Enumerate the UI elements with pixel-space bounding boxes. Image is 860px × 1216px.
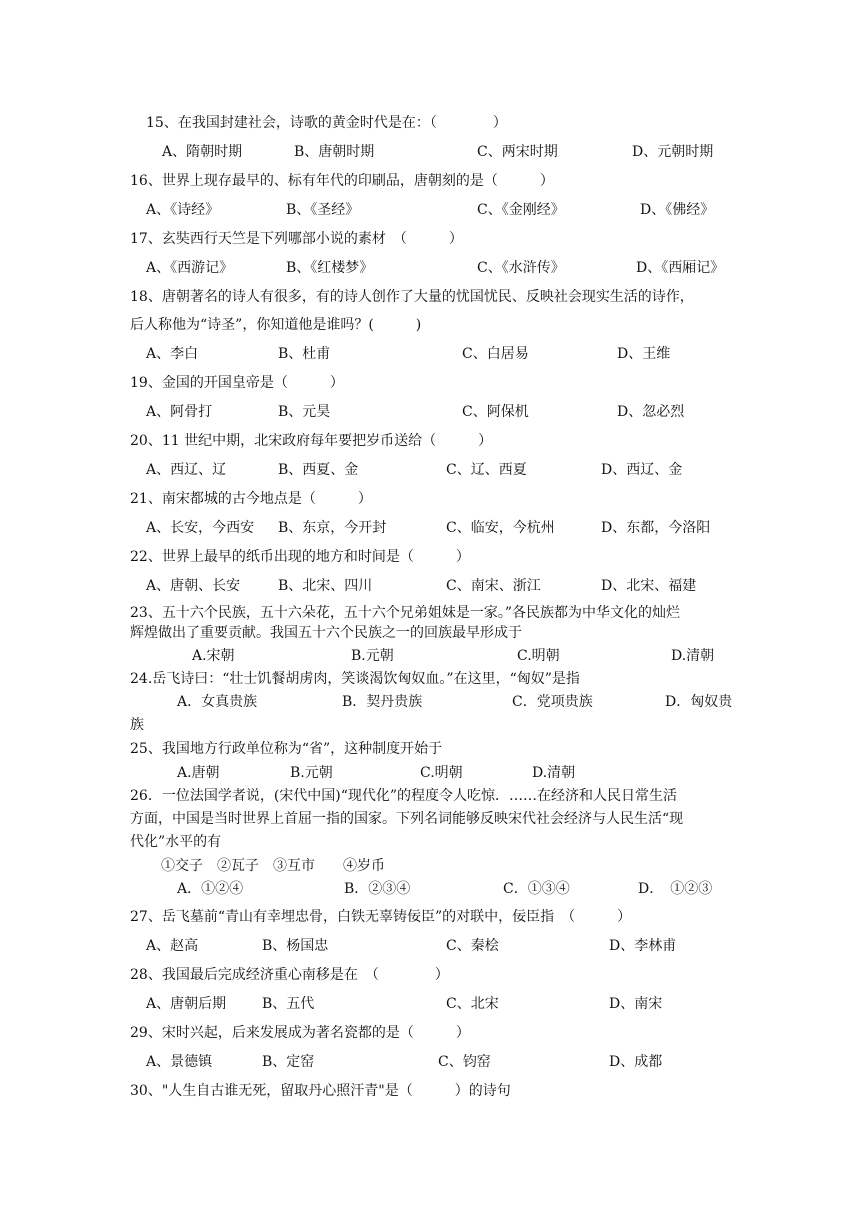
question-22-option-d: D、北宋、福建: [601, 578, 697, 594]
question-16-option-c: C、《金刚经》: [477, 202, 565, 218]
question-27-option-b: B、杨国忠: [262, 938, 329, 954]
question-15-option-b: B、唐朝时期: [294, 144, 375, 160]
question-28-option-a: A、唐朝后期: [146, 996, 227, 1012]
question-24-option-a: A．女真贵族: [177, 694, 258, 710]
question-27-stem: 27、岳飞墓前“青山有幸埋忠骨，白铁无辜铸佞臣”的对联中，佞臣指 （ ）: [130, 909, 632, 925]
question-25-option-b: B.元朝: [290, 765, 333, 781]
question-25-option-c: C.明朝: [420, 765, 463, 781]
question-15-option-a: A、隋朝时期: [162, 144, 243, 160]
question-23-option-d: D.清朝: [671, 648, 715, 664]
question-21-option-b: B、东京，今开封: [278, 520, 387, 536]
question-21-option-d: D、东都，今洛阳: [601, 520, 711, 536]
question-24-stem: 24.岳飞诗曰：“壮士饥餐胡虏肉，笑谈渴饮匈奴血。”在这里，“匈奴”是指: [130, 671, 580, 687]
question-29-option-a: A、景德镇: [146, 1054, 213, 1070]
question-23-stem-line-1: 23、五十六个民族，五十六朵花，五十六个兄弟姐妹是一家。”各民族都为中华文化的灿烂: [130, 605, 680, 621]
question-22-option-b: B、北宋、四川: [278, 578, 373, 594]
question-26-option-d: D． ①②③: [638, 881, 713, 897]
question-17-option-c: C、《水浒传》: [477, 260, 565, 276]
question-25-option-a: A.唐朝: [177, 765, 220, 781]
question-16-option-b: B、《圣经》: [286, 202, 360, 218]
question-21-stem: 21、南宋都城的古今地点是（ ）: [130, 491, 372, 507]
question-19-option-a: A、阿骨打: [146, 404, 213, 420]
question-23-option-a: A.宋朝: [192, 648, 235, 664]
question-23-option-b: B.元朝: [351, 648, 394, 664]
question-18-option-a: A、李白: [146, 346, 199, 362]
question-18-stem-line-1: 18、唐朝著名的诗人有很多，有的诗人创作了大量的忧国忧民、反映社会现实生活的诗作，: [130, 289, 694, 305]
question-19-option-c: C、阿保机: [462, 404, 529, 420]
question-27-option-c: C、秦桧: [446, 938, 499, 954]
question-16-option-a: A、《诗经》: [146, 202, 220, 218]
question-29-stem: 29、宋时兴起，后来发展成为著名瓷都的是（ ）: [130, 1025, 470, 1041]
question-19-option-b: B、元昊: [278, 404, 331, 420]
question-17-option-a: A、《西游记》: [146, 260, 234, 276]
question-27-option-a: A、赵高: [146, 938, 199, 954]
question-24-option-d: D．匈奴贵: [665, 694, 733, 710]
question-23-option-c: C.明朝: [517, 648, 560, 664]
question-28-stem: 28、我国最后完成经济重心南移是在 （ ）: [130, 967, 449, 983]
question-29-option-d: D、成都: [609, 1054, 663, 1070]
question-21-option-a: A、长安，今西安: [146, 520, 255, 536]
question-29-option-b: B、定窑: [262, 1054, 315, 1070]
question-22-option-a: A、唐朝、长安: [146, 578, 241, 594]
question-26-stem-line-2: 方面，中国是当时世界上首屈一指的国家。下列名词能够反映宋代社会经济与人民生活“现: [130, 811, 684, 827]
question-20-option-b: B、西夏、金: [278, 462, 359, 478]
question-18-option-d: D、王维: [617, 346, 671, 362]
question-26-option-c: C．①③④: [503, 881, 570, 897]
question-24-option-d-wrap: 族: [130, 717, 144, 733]
question-20-option-a: A、西辽、辽: [146, 462, 227, 478]
question-18-stem-line-2: 后人称他为“诗圣”，你知道他是谁吗？( ): [130, 317, 422, 333]
question-20-option-c: C、辽、西夏: [446, 462, 527, 478]
question-22-stem: 22、世界上最早的纸币出现的地方和时间是（ ）: [130, 549, 470, 565]
question-18-option-c: C、白居易: [462, 346, 529, 362]
question-19-stem: 19、金国的开国皇帝是（ ）: [130, 375, 344, 391]
question-15-option-d: D、元朝时期: [632, 144, 714, 160]
question-24-option-c: C．党项贵族: [512, 694, 593, 710]
question-16-option-d: D、《佛经》: [640, 202, 715, 218]
question-26-stem-line-1: 26．一位法国学者说，(宋代中国)“现代化”的程度令人吃惊．……在经济和人民日常生活: [130, 788, 678, 804]
question-17-option-b: B、《红楼梦》: [286, 260, 374, 276]
question-27-option-d: D、李林甫: [609, 938, 677, 954]
question-21-option-c: C、临安，今杭州: [446, 520, 555, 536]
question-17-option-d: D、《西厢记》: [636, 260, 725, 276]
question-17-stem: 17、玄奘西行天竺是下列哪部小说的素材 （ ）: [130, 231, 463, 247]
question-26-items: ①交子 ②瓦子 ③互市 ④岁币: [161, 858, 385, 874]
question-16-stem: 16、世界上现存最早的、标有年代的印刷品，唐朝刻的是（ ）: [130, 173, 554, 189]
question-20-stem: 20、11 世纪中期，北宋政府每年要把岁币送给（ ）: [130, 433, 493, 449]
question-28-option-b: B、五代: [262, 996, 315, 1012]
question-25-option-d: D.清朝: [532, 765, 576, 781]
question-28-option-d: D、南宋: [609, 996, 663, 1012]
question-26-option-a: A．①②④: [177, 881, 244, 897]
question-26-option-b: B．②③④: [344, 881, 411, 897]
question-25-stem: 25、我国地方行政单位称为“省”，这种制度开始于: [130, 741, 443, 757]
question-15-stem: 15、在我国封建社会，诗歌的黄金时代是在：（ ）: [146, 115, 507, 131]
question-19-option-d: D、忽必烈: [617, 404, 685, 420]
question-20-option-d: D、西辽、金: [601, 462, 683, 478]
question-22-option-c: C、南宋、浙江: [446, 578, 541, 594]
question-26-stem-line-3: 代化”水平的有: [130, 834, 222, 850]
question-24-option-b: B．契丹贵族: [342, 694, 423, 710]
question-30-stem: 30、"人生自古谁无死，留取丹心照汗青"是（ ）的诗句: [130, 1083, 511, 1099]
question-18-option-b: B、杜甫: [278, 346, 331, 362]
question-29-option-c: C、钧窑: [438, 1054, 491, 1070]
question-28-option-c: C、北宋: [446, 996, 499, 1012]
question-15-option-c: C、两宋时期: [477, 144, 558, 160]
question-23-stem-line-2: 辉煌做出了重要贡献。我国五十六个民族之一的回族最早形成于: [130, 625, 522, 641]
